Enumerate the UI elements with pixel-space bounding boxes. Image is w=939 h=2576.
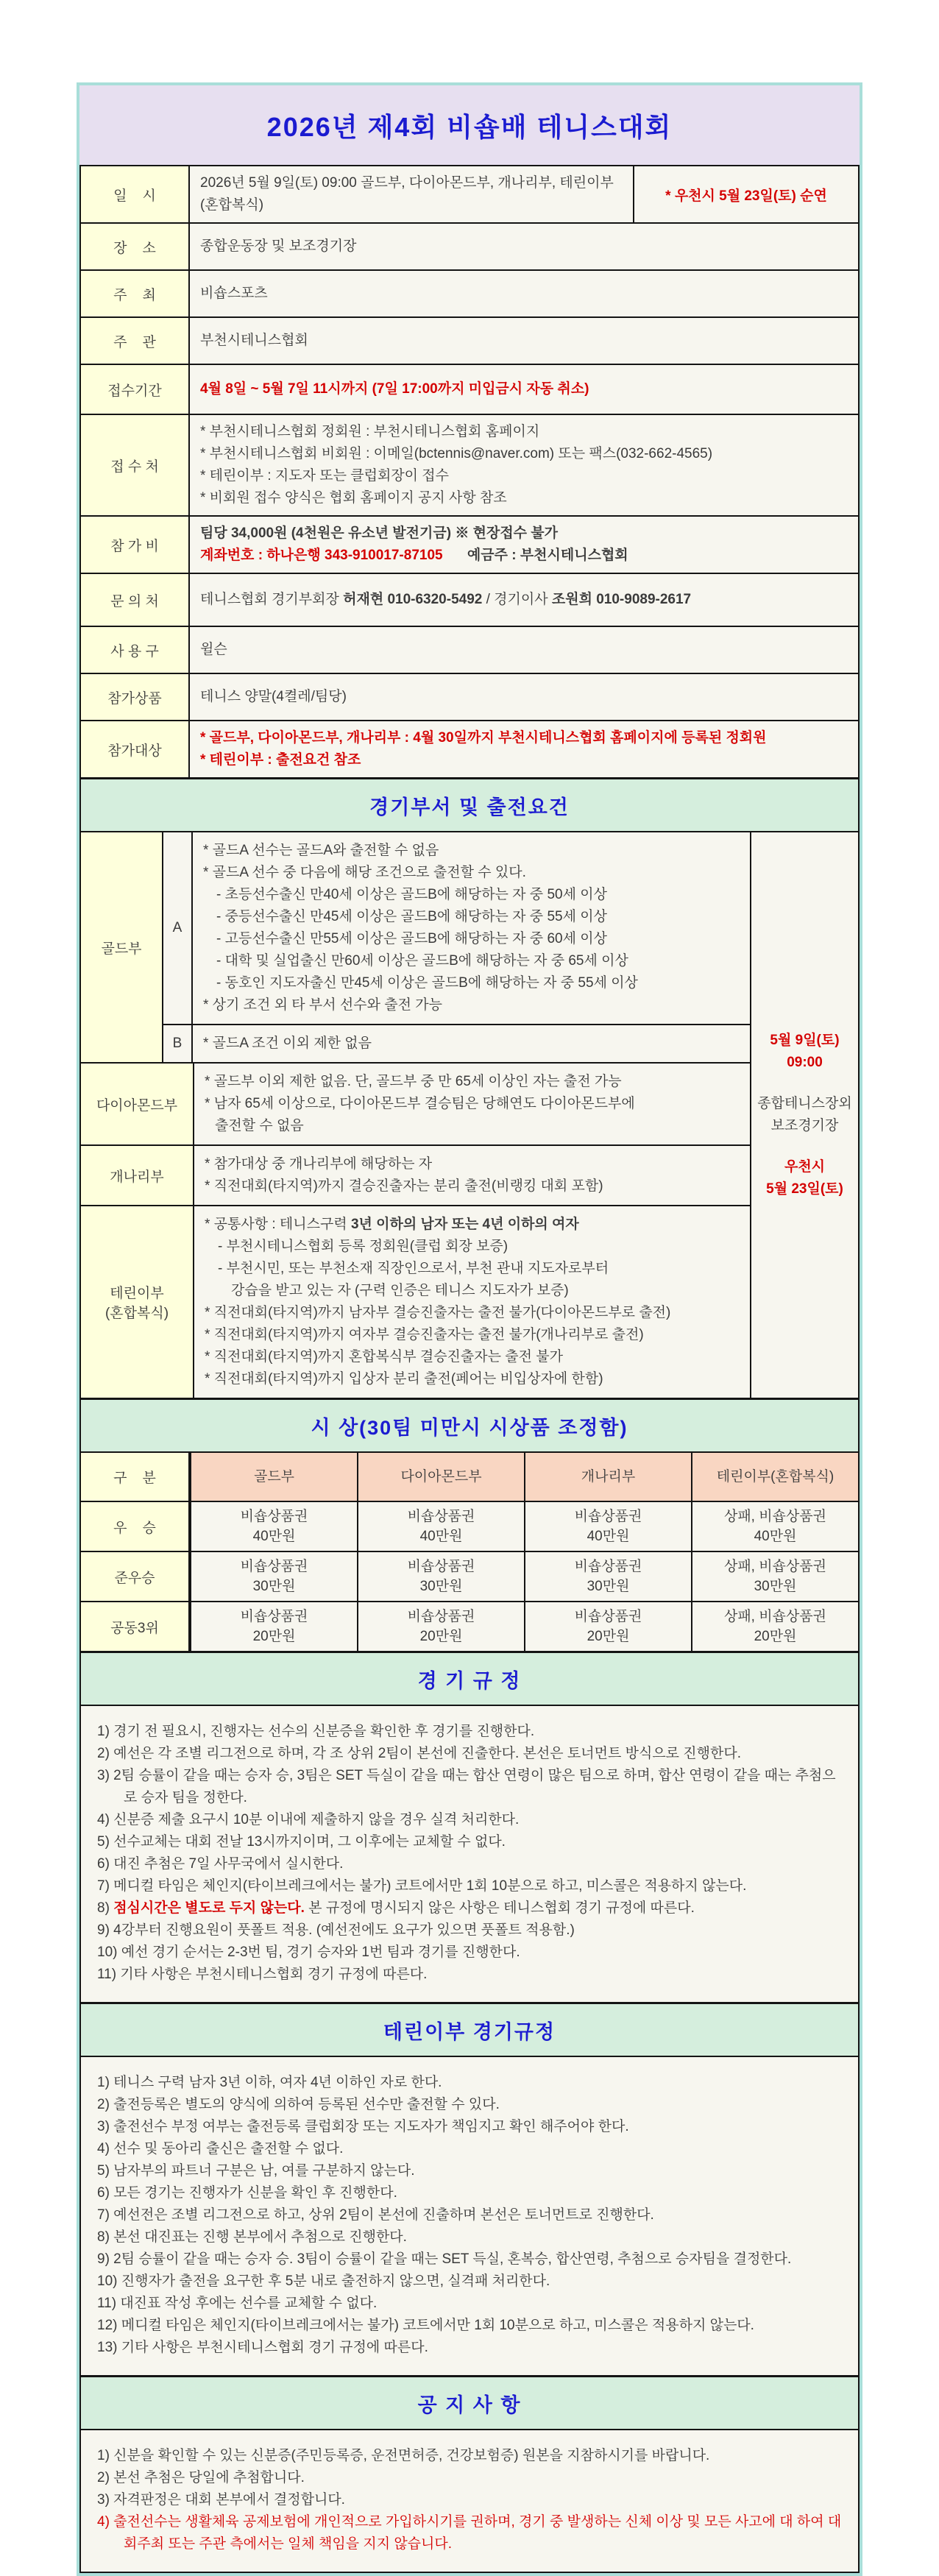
award-amount: 20만원 <box>419 1629 463 1644</box>
game-rule: 3) 2팀 승률이 같을 때는 승자 승, 3팀은 SET 득실이 같을 때는 합산 연령이 많은 팀으로 하며, 합산 연령이 같을 때는 추첨으로 승자 팀을 정한다. <box>97 1768 836 1805</box>
award-amount: 30만원 <box>419 1579 463 1594</box>
awards-row-label-third: 공동3위 <box>81 1602 190 1651</box>
contact-phone-1: 허재현 010-6320-5492 <box>343 592 483 607</box>
contact-role-1: 테니스협회 경기부회장 <box>200 592 344 607</box>
award-cell <box>524 1552 691 1601</box>
award-amount: 20만원 <box>252 1629 296 1644</box>
info-row-host <box>81 271 858 318</box>
game-rule: 7) 메디컬 타임은 체인지(타이브레크에서는 불가) 코트에서만 1회 10분으로 하고, 미스콜은 적용하지 않는다. <box>97 1878 747 1894</box>
award-cell <box>190 1502 357 1551</box>
section-title-terini-rules: 테린이부 경기규정 <box>383 2020 556 2043</box>
gold-sub-label-b: B <box>163 1025 193 1062</box>
info-label-period: 접수기간 <box>81 365 190 414</box>
awards-header-row <box>81 1453 858 1502</box>
awards-col-gold: 골드부 <box>190 1453 357 1501</box>
contact-line <box>200 589 848 611</box>
info-row-eligibility <box>81 721 858 779</box>
game-rule: 1) 경기 전 필요시, 진행자는 선수의 신분증을 확인한 후 경기를 진행한다. <box>97 1724 535 1739</box>
award-cell <box>357 1502 524 1551</box>
info-label-datetime: 일 시 <box>81 166 190 222</box>
award-prize: 비숍상품권 <box>574 1509 642 1524</box>
award-prize: 상패, 비숍상품권 <box>723 1609 827 1624</box>
terini-rule: 8) 본선 대진표는 진행 본부에서 추첨으로 진행한다. <box>97 2229 407 2245</box>
terini-rule: 2) 출전등록은 별도의 양식에 의하여 등록된 선수만 출전할 수 있다. <box>97 2097 500 2112</box>
canary-content <box>194 1146 750 1205</box>
award-prize: 비숍상품권 <box>240 1559 308 1574</box>
gold-a-line: - 중등선수출신 만45세 이상은 골드B에 해당하는 자 중 55세 이상 <box>216 909 607 924</box>
awards-row-runnerup <box>81 1552 858 1602</box>
award-cell <box>691 1502 858 1551</box>
apply-line: * 부천시테니스협회 정회원 : 부천시테니스협회 홈페이지 <box>200 424 540 439</box>
schedule-time: 09:00 <box>787 1055 823 1070</box>
game-rule: 6) 대진 추첨은 7일 사무국에서 실시한다. <box>97 1856 344 1872</box>
division-row-diamond <box>81 1064 750 1146</box>
awards-row-label-winner: 우 승 <box>81 1502 190 1551</box>
division-label-gold: 골드부 <box>81 832 163 1062</box>
info-content-contact <box>190 574 858 626</box>
info-content-eligibility <box>190 721 858 777</box>
terini-line: * 직전대회(타지역)까지 혼합복식부 결승진출자는 출전 불가 <box>205 1349 563 1365</box>
gold-a-line: - 동호인 지도자출신 만45세 이상은 골드B에 해당하는 자 중 55세 이상 <box>216 975 638 991</box>
award-amount: 30만원 <box>754 1579 797 1594</box>
terini-rules-list <box>81 2057 858 2377</box>
terini-rule: 4) 선수 및 동아리 출신은 출전할 수 없다. <box>97 2141 344 2156</box>
gold-a-line: - 대학 및 실업출신 만60세 이상은 골드B에 해당하는 자 중 65세 이상 <box>216 953 628 969</box>
terini-common-line <box>205 1214 740 1236</box>
award-cell <box>524 1502 691 1551</box>
terini-rule: 1) 테니스 구력 남자 3년 이하, 여자 4년 이하인 자로 한다. <box>97 2075 442 2090</box>
award-prize: 비숍상품권 <box>407 1509 475 1524</box>
division-row-terini <box>81 1206 750 1398</box>
notice-list <box>81 2430 858 2572</box>
award-amount: 20만원 <box>587 1629 630 1644</box>
terini-line: * 직전대회(타지역)까지 남자부 결승진출자는 출전 불가(다이아몬드부로 출전) <box>205 1305 671 1320</box>
game-rule: 4) 신분증 제출 요구시 10분 이내에 제출하지 않을 경우 실격 처리한다. <box>97 1812 520 1827</box>
info-content-venue: 종합운동장 및 보조경기장 <box>200 238 357 254</box>
terini-rule: 11) 대진표 작성 후에는 선수를 교체할 수 없다. <box>97 2296 378 2311</box>
award-prize: 비숍상품권 <box>240 1609 308 1624</box>
award-prize: 비숍상품권 <box>407 1559 475 1574</box>
awards-row-label-runnerup: 준우승 <box>81 1552 190 1601</box>
rain-postpone-note: * 우천시 5월 23일(토) 순연 <box>633 166 858 222</box>
game-rule: 11) 기타 사항은 부천시테니스협회 경기 규정에 따른다. <box>97 1967 428 1982</box>
terini-line: 강습을 받고 있는 자 (구력 인증은 테니스 지도자가 보증) <box>231 1283 569 1298</box>
section-title-game-rules: 경 기 규 정 <box>417 1669 522 1692</box>
game-rule-lunch <box>97 1897 842 1919</box>
section-band-terini-rules <box>81 2003 858 2057</box>
terini-rule: 5) 남자부의 파트너 구분은 남, 여를 구분하지 않는다. <box>97 2163 415 2179</box>
info-row-contact <box>81 574 858 627</box>
gold-sub-label-a: A <box>163 832 193 1024</box>
section-band-awards <box>81 1399 858 1453</box>
notice-table <box>79 165 860 2573</box>
contact-role-2: / 경기이사 <box>482 592 552 607</box>
award-cell <box>357 1552 524 1601</box>
info-content-host: 비숍스포츠 <box>200 286 268 301</box>
tournament-notice-document <box>77 82 862 2576</box>
info-label-eligibility: 참가대상 <box>81 721 190 777</box>
divisions-rows <box>81 832 750 1398</box>
apply-line: * 테린이부 : 지도자 또는 클럽회장이 접수 <box>200 468 450 484</box>
terini-line: * 직전대회(타지역)까지 입상자 분리 출전(페어는 비입상자에 한함) <box>205 1371 603 1387</box>
info-label-venue: 장 소 <box>81 224 190 269</box>
fee-account-holder: 예금주 : 부천시테니스협회 <box>467 548 628 563</box>
award-cell <box>524 1602 691 1651</box>
award-amount: 30만원 <box>252 1579 296 1594</box>
game-rules-list <box>81 1706 858 2003</box>
game-rule: 10) 예선 경기 순서는 2-3번 팀, 경기 승자와 1번 팀과 경기를 진행한다. <box>97 1945 520 1960</box>
divisions-table <box>81 832 858 1399</box>
division-row-canary <box>81 1146 750 1206</box>
section-title-divisions: 경기부서 및 출전요건 <box>369 796 570 818</box>
section-title-awards: 시 상(30팀 미만시 시상품 조정함) <box>311 1416 628 1439</box>
schedule-rain-2: 5월 23일(토) <box>766 1181 843 1197</box>
section-band-notice <box>81 2377 858 2430</box>
diamond-line: 출전할 수 없음 <box>215 1118 304 1133</box>
terini-line: - 부천시민, 또는 부천소재 직장인으로서, 부천 관내 지도자로부터 <box>218 1261 609 1276</box>
terini-rule: 7) 예선전은 조별 리그전으로 하고, 상위 2팀이 본선에 진출하며 본선은 토너먼트로 진행한다. <box>97 2207 654 2223</box>
diamond-line: * 골드부 이외 제한 없음. 단, 골드부 중 만 65세 이상인 자는 출전 가능 <box>205 1074 622 1089</box>
info-row-gift <box>81 674 858 721</box>
section-band-divisions <box>81 779 858 832</box>
title-band <box>79 85 860 165</box>
terini-common-bold: 3년 이하의 남자 또는 4년 이하의 여자 <box>350 1217 579 1232</box>
info-label-ball: 사 용 구 <box>81 627 190 673</box>
award-cell <box>691 1552 858 1601</box>
info-label-contact: 문 의 처 <box>81 574 190 626</box>
eligibility-line: * 테린이부 : 출전요건 참조 <box>200 752 361 768</box>
award-amount: 40만원 <box>252 1529 296 1544</box>
award-amount: 30만원 <box>587 1579 630 1594</box>
info-content-apply <box>190 415 858 515</box>
info-row-venue <box>81 224 858 271</box>
info-row-ball <box>81 627 858 674</box>
gold-b-content: * 골드A 조건 이외 제한 없음 <box>203 1036 372 1051</box>
apply-line: * 부천시테니스협회 비회원 : 이메일(bctennis@naver.com) 또는 팩스(032-662-4565) <box>200 446 713 461</box>
info-content-fee <box>190 517 858 573</box>
info-content-period: 4월 8일 ~ 5월 7일 11시까지 (7일 17:00까지 미입금시 자동 취소) <box>200 381 589 397</box>
award-amount: 40만원 <box>419 1529 463 1544</box>
game-rule: 9) 4강부터 진행요원이 풋폴트 적용. (예선전에도 요구가 있으면 풋폴트 적용함.) <box>97 1922 575 1938</box>
notice-item-insurance: 4) 출전선수는 생활체육 공제보험에 개인적으로 가입하시기를 권하며, 경기 중 발생하는 신체 이상 및 모든 사고에 대 하여 대회주최 또는 주관 측에서는 일체 책임을 지지 않습니다. <box>97 2514 842 2552</box>
schedule-venue-2: 보조경기장 <box>770 1118 839 1133</box>
gold-subrow-b <box>163 1025 750 1062</box>
terini-rule: 6) 모든 경기는 진행자가 신분을 확인 후 진행한다. <box>97 2185 397 2201</box>
game-rule-number: 8) <box>97 1900 114 1916</box>
schedule-rain-1: 우천시 <box>784 1159 826 1175</box>
award-amount: 40만원 <box>587 1529 630 1544</box>
schedule-venue-1: 종합테니스장외 <box>757 1096 852 1111</box>
terini-rule: 3) 출전선수 부정 여부는 출전등록 클럽회장 또는 지도자가 책임지고 확인 해주어야 한다. <box>97 2119 629 2134</box>
notice-item: 2) 본선 추첨은 당일에 추첨합니다. <box>97 2470 305 2485</box>
info-content-ball: 윌슨 <box>200 642 227 657</box>
gold-a-line: - 초등선수출신 만40세 이상은 골드B에 해당하는 자 중 50세 이상 <box>216 887 607 902</box>
award-prize: 비숍상품권 <box>240 1509 308 1524</box>
canary-line: * 참가대상 중 개나리부에 해당하는 자 <box>205 1156 433 1172</box>
division-row-gold <box>81 832 750 1064</box>
info-content-organizer: 부천시테니스협회 <box>200 333 308 348</box>
fee-account-number: 계좌번호 : 하나은행 343-910017-87105 <box>200 548 443 563</box>
award-prize: 비숍상품권 <box>407 1609 475 1624</box>
page-title: 2026년 제4회 비숍배 테니스대회 <box>266 111 673 142</box>
info-row-fee <box>81 517 858 574</box>
award-cell <box>190 1552 357 1601</box>
game-rule-rest-text: 본 규정에 명시되지 않은 사항은 테니스협회 경기 규정에 따른다. <box>304 1900 695 1916</box>
notice-item: 3) 자격판정은 대회 본부에서 결정합니다. <box>97 2492 345 2508</box>
gold-a-line: * 상기 조건 외 타 부서 선수와 출전 가능 <box>203 997 442 1013</box>
info-content-datetime: 2026년 5월 9일(토) 09:00 골드부, 다이아몬드부, 개나리부, 테린이부(혼합복식) <box>200 175 614 213</box>
terini-rule: 13) 기타 사항은 부천시테니스협회 경기 규정에 따른다. <box>97 2340 428 2355</box>
awards-col-diamond: 다이아몬드부 <box>357 1453 524 1501</box>
award-cell <box>357 1602 524 1651</box>
schedule-date: 5월 9일(토) <box>770 1033 840 1048</box>
contact-phone-2: 조원희 010-9089-2617 <box>551 592 692 607</box>
award-amount: 40만원 <box>754 1529 797 1544</box>
info-row-organizer <box>81 318 858 365</box>
info-row-period <box>81 365 858 415</box>
eligibility-line: * 골드부, 다이아몬드부, 개나리부 : 4월 30일까지 부천시테니스협회 홈페이지에 등록된 정회원 <box>200 730 767 746</box>
awards-col-terini: 테린이부(혼합복식) <box>691 1453 858 1501</box>
awards-row-third <box>81 1602 858 1652</box>
terini-rule: 9) 2팀 승률이 같을 때는 승자 승. 3팀이 승률이 같을 때는 SET 득실, 혼복승, 합산연령, 추첨으로 승자팀을 결정한다. <box>97 2251 792 2267</box>
terini-line: * 직전대회(타지역)까지 여자부 결승진출자는 출전 불가(개나리부로 출전) <box>205 1327 644 1342</box>
gold-a-content <box>193 832 750 1024</box>
award-prize: 상패, 비숍상품권 <box>723 1509 827 1524</box>
game-rule: 5) 선수교체는 대회 전날 13시까지이며, 그 이후에는 교체할 수 없다. <box>97 1834 506 1850</box>
fee-account-line <box>200 545 848 567</box>
gold-a-line: * 골드A 선수는 골드A와 출전할 수 없음 <box>203 843 439 858</box>
division-schedule-cell <box>750 832 858 1398</box>
diamond-line: * 남자 65세 이상으로, 다이아몬드부 결승팀은 당해연도 다이아몬드부에 <box>205 1096 635 1111</box>
canary-line: * 직전대회(타지역)까지 결승진출자는 분리 출전(비랭킹 대회 포함) <box>205 1178 603 1194</box>
award-prize: 비숍상품권 <box>574 1559 642 1574</box>
award-prize: 상패, 비숍상품권 <box>723 1559 827 1574</box>
gold-subrows <box>163 832 750 1062</box>
info-label-gift: 참가상품 <box>81 674 190 720</box>
terini-content <box>194 1206 750 1398</box>
terini-common-prefix: * 공통사항 : 테니스구력 <box>205 1217 351 1232</box>
division-label-canary: 개나리부 <box>81 1146 194 1205</box>
diamond-content <box>194 1064 750 1144</box>
terini-label-line2: (혼합복식) <box>104 1306 169 1321</box>
info-content-gift: 테니스 양말(4켤레/팀당) <box>200 689 347 704</box>
gold-a-line: - 고등선수출신 만55세 이상은 골드B에 해당하는 자 중 60세 이상 <box>216 931 607 946</box>
award-amount: 20만원 <box>754 1629 797 1644</box>
section-band-game-rules <box>81 1652 858 1706</box>
division-label-diamond: 다이아몬드부 <box>81 1064 194 1144</box>
gold-subrow-a <box>163 832 750 1025</box>
section-title-notice: 공 지 사 항 <box>417 2393 522 2416</box>
info-row-apply <box>81 415 858 517</box>
award-cell <box>190 1602 357 1651</box>
info-label-apply: 접 수 처 <box>81 415 190 515</box>
terini-line: - 부천시테니스협회 등록 정회원(클럽 회장 보증) <box>218 1239 509 1254</box>
notice-item: 1) 신분을 확인할 수 있는 신분증(주민등록증, 운전면허증, 건강보험증) 원본을 지참하시기를 바랍니다. <box>97 2448 710 2463</box>
terini-rule: 12) 메디컬 타임은 체인지(타이브레크에서는 불가) 코트에서만 1회 10분으로 하고, 미스콜은 적용하지 않는다. <box>97 2318 754 2333</box>
award-prize: 비숍상품권 <box>574 1609 642 1624</box>
terini-label-line1: 테린이부 <box>110 1286 164 1301</box>
apply-line: * 비회원 접수 양식은 협회 홈페이지 공지 사항 참조 <box>200 490 507 506</box>
award-cell <box>691 1602 858 1651</box>
fee-amount-line: 팀당 34,000원 (4천원은 유소년 발전기금) ※ 현장접수 불가 <box>200 526 559 541</box>
gold-a-line: * 골드A 선수 중 다음에 해당 조건으로 출전할 수 있다. <box>203 865 526 880</box>
info-label-fee: 참 가 비 <box>81 517 190 573</box>
info-label-organizer: 주 관 <box>81 318 190 364</box>
division-label-terini <box>81 1206 194 1398</box>
awards-col-canary: 개나리부 <box>524 1453 691 1501</box>
game-rule-red-text: 점심시간은 별도로 두지 않는다. <box>113 1900 305 1916</box>
awards-row-winner <box>81 1502 858 1552</box>
game-rule: 2) 예선은 각 조별 리그전으로 하며, 각 조 상위 2팀이 본선에 진출한다. 본선은 토너먼트 방식으로 진행한다. <box>97 1746 741 1761</box>
info-row-datetime <box>81 166 858 224</box>
awards-header-label: 구 분 <box>81 1453 190 1501</box>
info-label-host: 주 최 <box>81 271 190 316</box>
terini-rule: 10) 진행자가 출전을 요구한 후 5분 내로 출전하지 않으면, 실격패 처리한다. <box>97 2274 550 2289</box>
